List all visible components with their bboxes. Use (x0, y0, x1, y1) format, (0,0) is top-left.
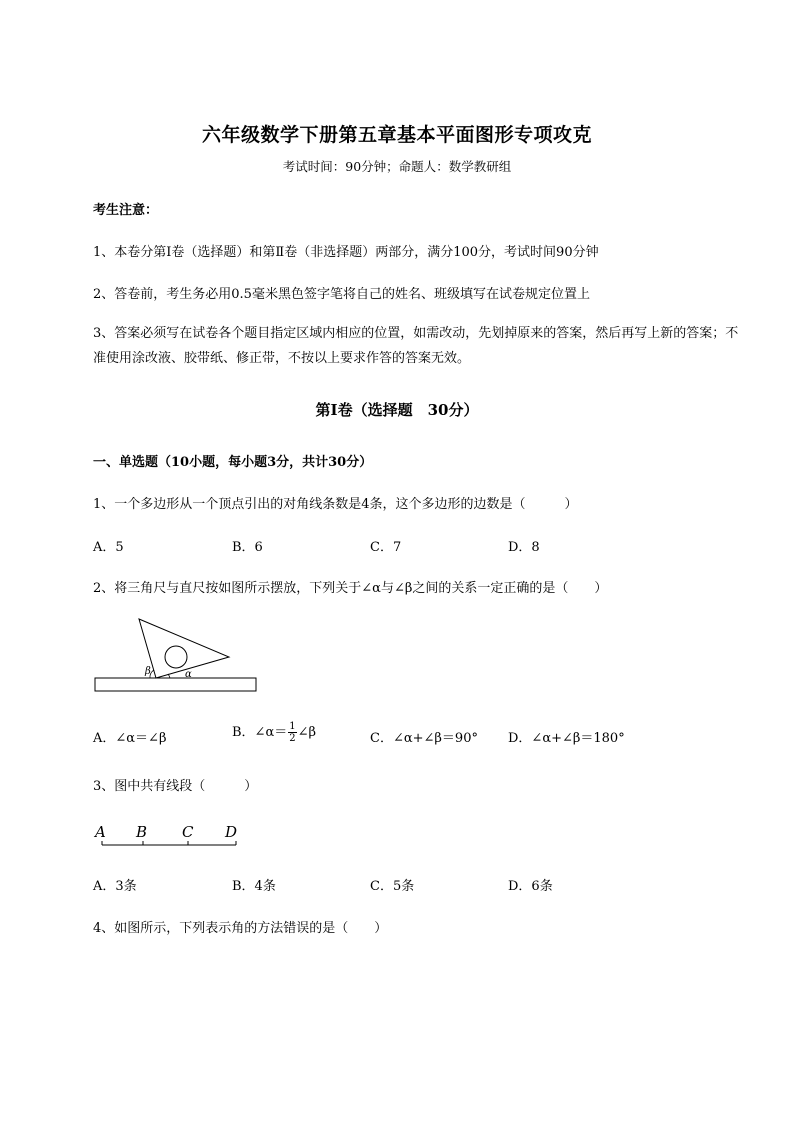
beta-label: β (145, 666, 151, 677)
question-2-option-b (232, 721, 316, 744)
question-1-option-d: D．8 (508, 540, 540, 555)
question-group-heading: 一、单选题（10小题，每小题3分，共计30分） (93, 455, 373, 470)
question-3-option-a: A．3条 (93, 879, 137, 894)
question-3-option-b: B．4条 (232, 879, 276, 894)
question-2-option-a: A．∠α＝∠β (93, 731, 167, 746)
fraction-denominator: 2 (289, 733, 296, 744)
question-1-stem: 1、一个多边形从一个顶点引出的对角线条数是4条，这个多边形的边数是（ ） (93, 497, 578, 512)
point-label-b: B (136, 823, 148, 841)
question-2-stem: 2、将三角尺与直尺按如图所示摆放，下列关于∠α与∠β之间的关系一定正确的是（ ） (93, 581, 608, 596)
note-item: 3、答案必须写在试卷各个题目指定区域内相应的位置，如需改动，先划掉原来的答案，然后再写上新的答案；不准使用涂改液、胶带纸、修正带，不按以上要求作答的答案无效。 (93, 326, 739, 366)
point-label-a: A (95, 823, 106, 841)
exam-title: 六年级数学下册第五章基本平面图形专项攻克 (201, 124, 592, 146)
note-item: 1、本卷分第I卷（选择题）和第Ⅱ卷（非选择题）两部分，满分100分，考试时间90分钟 (93, 245, 599, 260)
option-b-prefix: B．∠α＝ (232, 725, 288, 740)
exam-subtitle: 考试时间：90分钟；命题人：数学教研组 (282, 159, 512, 174)
question-4-stem: 4、如图所示，下列表示角的方法错误的是（ ） (93, 921, 388, 936)
question-2-figure (90, 614, 265, 696)
note-item: 2、答卷前，考生务必用0.5毫米黑色签字笔将自己的姓名、班级填写在试卷规定位置上 (93, 287, 590, 302)
question-1-option-a: A．5 (93, 540, 124, 555)
question-1-option-b: B．6 (232, 540, 263, 555)
option-b-suffix: ∠β (297, 725, 317, 740)
notes-heading: 考生注意： (93, 203, 159, 218)
question-2-option-d: D．∠α+∠β＝180° (508, 731, 625, 746)
ruler (95, 678, 256, 691)
point-label-c: C (182, 823, 194, 841)
question-3-stem: 3、图中共有线段（ ） (93, 779, 258, 794)
set-square (139, 619, 229, 678)
question-3-option-c: C．5条 (370, 879, 415, 894)
set-square-hole (165, 646, 187, 668)
one-half-fraction (288, 721, 296, 744)
section-title: 第I卷（选择题 30分） (315, 401, 479, 419)
question-3-option-d: D．6条 (508, 879, 553, 894)
alpha-label: α (185, 669, 192, 680)
fraction-numerator: 1 (289, 721, 296, 732)
question-2-option-c: C．∠α+∠β＝90° (370, 731, 478, 746)
point-label-d: D (225, 823, 238, 841)
question-1-option-c: C．7 (370, 540, 402, 555)
question-3-figure (92, 820, 244, 852)
